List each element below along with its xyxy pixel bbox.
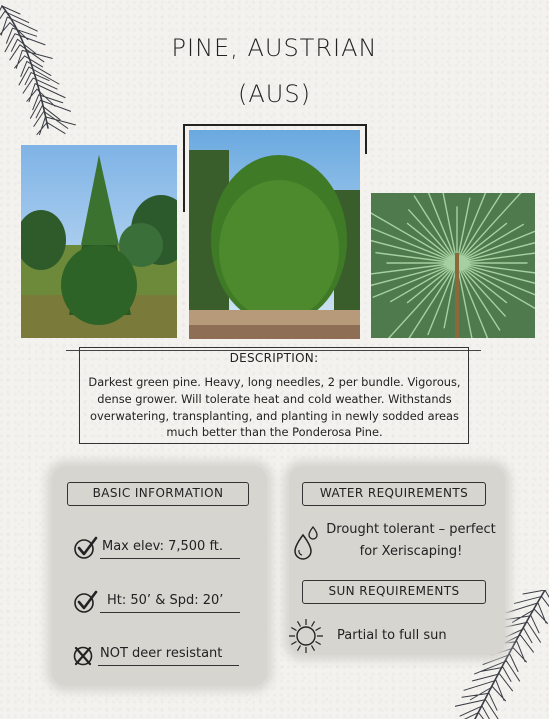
x-circle-icon (72, 645, 94, 667)
basic-information-label: BASIC INFORMATION (67, 482, 249, 506)
item-underline (100, 612, 240, 613)
item-underline (100, 558, 240, 559)
photo-frame-right (365, 124, 367, 154)
basic-info-deer-resistance: NOT deer resistant (100, 646, 223, 661)
tree-photo-field (21, 145, 177, 338)
photo-frame-top (183, 124, 366, 126)
tree-photo-main (189, 130, 360, 339)
sun-requirements-text: Partial to full sun (337, 628, 447, 643)
water-drops-icon (293, 525, 319, 561)
page-subtitle-code: (AUS) (238, 80, 311, 108)
description-heading: DESCRIPTION: (229, 351, 319, 365)
page-title: PINE, AUSTRIAN (171, 34, 378, 62)
sun-requirements-label: SUN REQUIREMENTS (302, 580, 486, 604)
sun-icon (286, 617, 326, 655)
water-requirements-text: Drought tolerant – perfect for Xeriscaping! (326, 522, 496, 559)
basic-info-max-elevation: Max elev: 7,500 ft. (102, 539, 224, 554)
pine-needles-closeup-photo (371, 193, 535, 338)
checkmark-circle-icon (72, 589, 98, 615)
photo-frame-left (183, 124, 185, 212)
description-text: Darkest green pine. Heavy, long needles, 2 per bundle. Vigorous, dense grower. Will tolerate heat and cold weather. Withstands overwatering, transplanting, and planting in newly sodded areas much better than the Ponderosa Pine. (88, 375, 461, 440)
item-underline (98, 665, 239, 666)
checkmark-circle-icon (72, 535, 98, 561)
basic-info-height-spread: Ht: 50’ & Spd: 20’ (107, 593, 224, 608)
water-requirements-label: WATER REQUIREMENTS (302, 482, 486, 506)
pine-branch-decoration-top-left (0, 0, 110, 135)
